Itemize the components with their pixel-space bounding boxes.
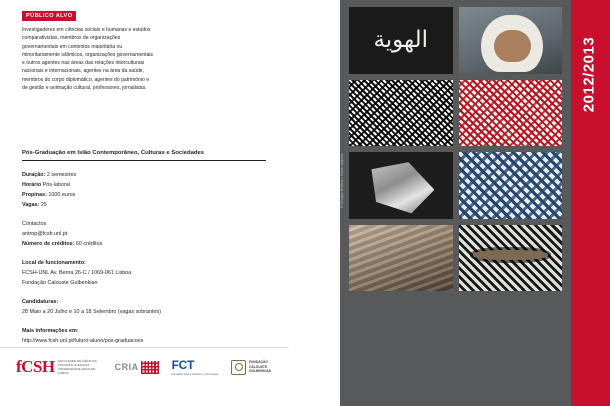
detail-fees-label: Propinas: (22, 192, 47, 198)
location-block (22, 258, 272, 288)
applications-block (22, 297, 272, 317)
applications-value: 28 Maio a 20 Julho e 10 a 18 Setembro (vagas sobrantes) (22, 309, 162, 315)
course-details (22, 170, 272, 210)
fct-logo-subtitle: Fundação para a Ciência e a Tecnologia (171, 373, 219, 376)
spine-panel (571, 0, 610, 406)
course-name: Pós-Graduação em Islão Contemporâneo, Culturas e Sociedades (22, 150, 266, 161)
target-audience-text: Investigadores em ciências sociais e humanas e estudos comparativistas, membros de organizações governamentais em contextos maioritária ou minoritariamente islâmicos, organizações governamentais e outros agentes nas áreas das relações interculturais nacionais e internacionais, agentes na área da saúde, membros do corpo diplomático, agentes do património e de gestão e animação cultural, professores, jornalistas. (22, 27, 154, 91)
contacts-block (22, 219, 272, 249)
gulbenkian-mark-icon (231, 360, 246, 375)
credits-label: Número de créditos: (22, 241, 75, 247)
more-info-label: Mais informações em: (22, 328, 79, 334)
detail-fees-value: 1000 euros (48, 192, 76, 198)
gulbenkian-line-3: GULBENKIAN (249, 369, 271, 374)
gulbenkian-logo (231, 360, 271, 375)
cria-grid-icon (141, 361, 159, 374)
gulbenkian-logo-text (249, 360, 271, 374)
cover-image-folded-grey-garment (349, 152, 453, 219)
gulbenkian-line-1: FUNDAÇÃO (249, 360, 268, 365)
target-audience-block (22, 4, 154, 92)
front-cover-panel (340, 0, 571, 406)
fcsh-logo-subtitle: FACULDADE DE CIÊNCIAS SOCIAIS E HUMANAS UNIVERSIDADE NOVA DE LISBOA (57, 358, 97, 376)
detail-vacancies (22, 200, 272, 210)
more-info-block (22, 326, 272, 346)
cover-image-grid (349, 7, 562, 291)
cover-image-beige-brown-fabric (349, 225, 453, 292)
location-label: Local de funcionamento: (22, 260, 86, 266)
applications-label: Candidaturas: (22, 299, 59, 305)
target-audience-title: PÚBLICO ALVO (22, 11, 76, 21)
fct-wordmark-icon: FCT (171, 358, 195, 372)
detail-vacancies-label: Vagas: (22, 202, 40, 208)
cover-image-blue-white-checked-cloth (459, 152, 563, 219)
detail-schedule-label: Horário (22, 182, 42, 188)
contacts-label: Contactos (22, 221, 47, 227)
cover-image-portrait-man-white-keffiyeh (459, 7, 563, 74)
logo-bar (0, 347, 289, 406)
credits-line (22, 239, 272, 249)
more-info-url[interactable]: http://www.fcsh.unl.pt/futuro-aluno/pos-graduacoes (22, 338, 144, 344)
photo-credit: © Design: Gráfica / Fotos: arquivo (340, 153, 344, 208)
detail-duration (22, 170, 272, 180)
spine-year: 2012/2013 (580, 36, 598, 113)
fct-logo (172, 358, 218, 376)
gulbenkian-line-2: CALOUSTE (249, 364, 268, 369)
detail-duration-value: 2 semestres (46, 172, 77, 178)
detail-duration-label: Duração: (22, 172, 46, 178)
cover-image-eyes-behind-keffiyeh (459, 225, 563, 292)
cria-wordmark-icon: CRIA (114, 362, 139, 372)
detail-schedule (22, 180, 272, 190)
location-line-1: FCSH-UNL Av. Berna 26-C / 1069-061 Lisboa (22, 270, 132, 276)
fcsh-wordmark-icon: fCSH (16, 357, 55, 376)
cover-image-arabic-calligraphy-identity (349, 7, 453, 74)
contacts-email[interactable]: antrop@fcsh.unl.pt (22, 231, 68, 237)
cover-image-black-white-keffiyeh-pattern (349, 80, 453, 147)
detail-fees (22, 190, 272, 200)
arabic-word: الهوية (373, 27, 429, 54)
detail-schedule-value: Pós-laboral (42, 182, 70, 188)
credits-value: 60 créditos (75, 241, 103, 247)
location-line-2: Fundação Calouste Gulbenkian (22, 280, 98, 286)
cover-image-red-white-keffiyeh-pattern (459, 80, 563, 147)
course-info-block (22, 150, 272, 346)
cria-logo (115, 361, 159, 374)
detail-vacancies-value: 25 (40, 202, 47, 208)
fcsh-logo (16, 357, 102, 377)
logo-row (16, 357, 271, 377)
